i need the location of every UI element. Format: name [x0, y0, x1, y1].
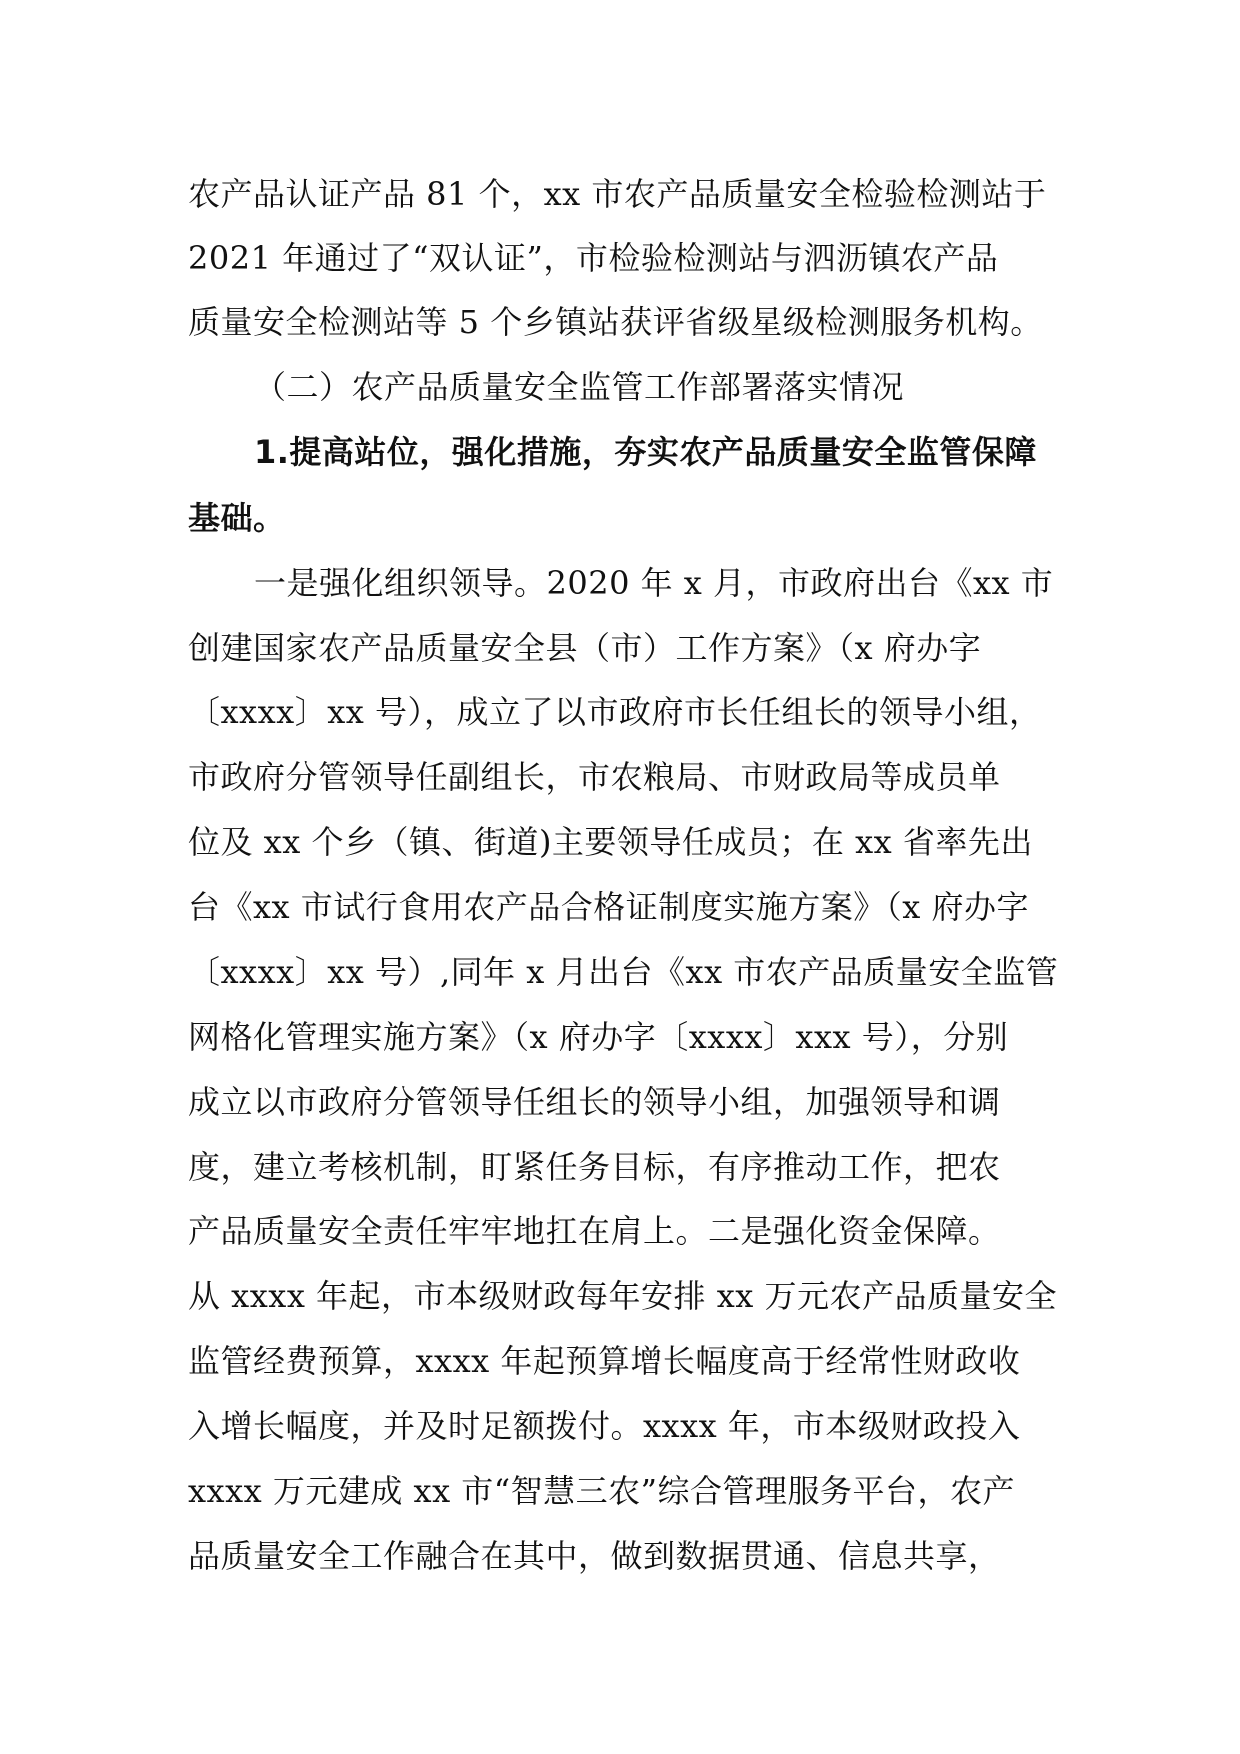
- body-text-line: 位及 xx 个乡（镇、街道)主要领导任成员；在 xx 省率先出: [188, 823, 1033, 861]
- body-text-line: 从 xxxx 年起，市本级财政每年安排 xx 万元农产品质量安全: [188, 1277, 1057, 1315]
- subsection-heading-continued: 基础。: [188, 499, 286, 537]
- subsection-heading: 1.提高站位，强化措施，夯实农产品质量安全监管保障: [254, 433, 1037, 471]
- body-text-line: 品质量安全工作融合在其中，做到数据贯通、信息共享，: [188, 1537, 1001, 1575]
- body-text-line: 农产品认证产品 81 个，xx 市农产品质量安全检验检测站于: [188, 175, 1047, 213]
- body-text-line: 〔xxxx〕xx 号），成立了以市政府市长任组长的领导小组，: [188, 693, 1042, 731]
- body-text-line: 2021 年通过了“双认证”，市检验检测站与泗沥镇农产品: [188, 239, 999, 277]
- body-text-line: 市政府分管领导任副组长，市农粮局、市财政局等成员单: [188, 758, 1001, 796]
- body-text-line: 台《xx 市试行食用农产品合格证制度实施方案》（x 府办字: [188, 888, 1029, 926]
- body-text-line: 一是强化组织领导。2020 年 x 月，市政府出台《xx 市: [254, 564, 1054, 602]
- body-text-line: 产品质量安全责任牢牢地扛在肩上。二是强化资金保障。: [188, 1212, 1001, 1250]
- body-text-line: 质量安全检测站等 5 个乡镇站获评省级星级检测服务机构。: [188, 303, 1043, 341]
- body-text-line: 监管经费预算，xxxx 年起预算增长幅度高于经常性财政收: [188, 1342, 1021, 1380]
- section-heading: （二）农产品质量安全监管工作部署落实情况: [254, 368, 905, 406]
- body-text-line: 网格化管理实施方案》（x 府办字〔xxxx〕xxx 号），分别: [188, 1018, 1009, 1056]
- body-text-line: 创建国家农产品质量安全县（市）工作方案》（x 府办字: [188, 629, 982, 667]
- body-text-line: 入增长幅度，并及时足额拨付。xxxx 年，市本级财政投入: [188, 1407, 1021, 1445]
- body-text-line: xxxx 万元建成 xx 市“智慧三农”综合管理服务平台，农产: [188, 1472, 1016, 1510]
- body-text-line: 度，建立考核机制，盯紧任务目标，有序推动工作，把农: [188, 1148, 1001, 1186]
- body-text-line: 〔xxxx〕xx 号）,同年 x 月出台《xx 市农产品质量安全监管: [188, 953, 1059, 991]
- body-text-line: 成立以市政府分管领导任组长的领导小组，加强领导和调: [188, 1083, 1001, 1121]
